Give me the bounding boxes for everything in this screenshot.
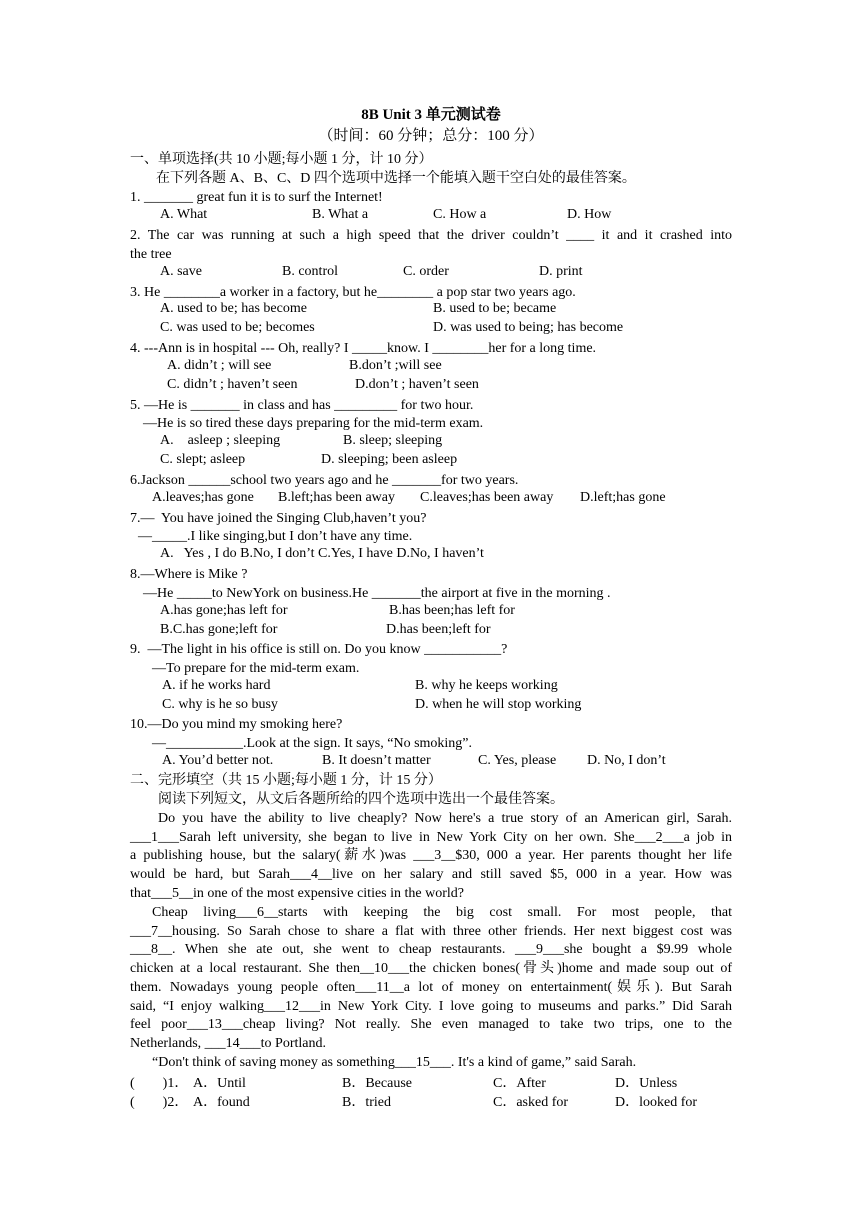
q10-option-c: C. Yes, please (478, 753, 557, 768)
q4-option-c: C. didn’t ; haven’t seen (167, 377, 298, 392)
passage-line-14: “Don't think of saving money as something___15___. It's a kind of game,” said Sarah. (152, 1055, 637, 1070)
passage-line-6: Cheap living___6__starts with keeping the big cost small. For most people, that (152, 905, 732, 920)
q3-option-c: C. was used to be; becomes (160, 320, 315, 335)
section1-instruction: 在下列各题 A、B、C、D 四个选项中选择一个能填入题干空白处的最佳答案。 (156, 171, 636, 186)
q9-stem-line2: —To prepare for the mid-term exam. (152, 661, 360, 676)
passage-line-7: ___7__housing. So Sarah chose to share a flat with three other friends. Her next biggest cost was (130, 924, 732, 939)
q8-option-a: A.has gone;has left for (160, 603, 288, 618)
passage-line-5: that___5__in one of the most expensive cities in the world? (130, 886, 464, 901)
passage-line-9: chicken at a local restaurant. She then__10___the chicken bones(骨头)home and made soup out of (130, 961, 732, 976)
q3-option-d: D. was used to being; has become (433, 320, 624, 335)
q6-stem: 6.Jackson ______school two years ago and he _______for two years. (130, 473, 519, 488)
q9-option-d: D. when he will stop working (415, 697, 582, 712)
q1-option-d: D. How (567, 207, 612, 222)
q10-stem-line2: —___________.Look at the sign. It says, “No smoking”. (152, 736, 473, 751)
cloze1-option-b: B．Because (342, 1076, 412, 1091)
passage-line-4: would be hard, but Sarah___4__live on her salary and still saved $5, 000 in a year. How was (130, 867, 732, 882)
q4-stem: 4. ---Ann is in hospital --- Oh, really? I _____know. I ________her for a long time. (130, 341, 597, 356)
passage-line-1: Do you have the ability to live cheaply? Now here's a true story of an American girl, Sarah. (158, 811, 732, 826)
q2-option-d: D. print (539, 264, 583, 279)
cloze2-option-c: C．asked for (493, 1095, 569, 1110)
q6-option-c: C.leaves;has been away (420, 490, 554, 505)
q10-option-d: D. No, I don’t (587, 753, 666, 768)
page-title: 8B Unit 3 单元测试卷 (361, 107, 501, 123)
q5-option-d: D. sleeping; been asleep (321, 452, 458, 467)
q5-option-c: C. slept; asleep (160, 452, 246, 467)
cloze1-paren: ( )1． (130, 1076, 189, 1091)
q2-stem-line1: 2. The car was running at such a high speed that the driver couldn’t ____ it and it crashed into (130, 228, 732, 243)
section2-instruction: 阅读下列短文，从文后各题所给的四个选项中选出一个最佳答案。 (158, 792, 564, 807)
q6-option-a: A.leaves;has gone (152, 490, 254, 505)
q6-option-d: D.left;has gone (580, 490, 666, 505)
q5-stem-line2: —He is so tired these days preparing for the mid-term exam. (143, 416, 484, 431)
q8-option-b: B.has been;has left for (389, 603, 515, 618)
q3-option-b: B. used to be; became (433, 301, 557, 316)
q3-option-a: A. used to be; has become (160, 301, 307, 316)
q1-option-a: A. What (160, 207, 208, 222)
cloze1-option-a: A．Until (193, 1076, 246, 1091)
q3-stem: 3. He ________a worker in a factory, but he________ a pop star two years ago. (130, 285, 576, 300)
q10-stem-line1: 10.—Do you mind my smoking here? (130, 717, 343, 732)
q9-option-a: A. if he works hard (162, 678, 271, 693)
q8-stem-line2: —He _____to NewYork on business.He _______the airport at five in the morning . (143, 586, 611, 601)
q4-option-b: B.don’t ;will see (349, 358, 442, 373)
q9-option-b: B. why he keeps working (415, 678, 558, 693)
passage-line-3: a publishing house, but the salary(薪水)was ___3__$30, 000 a year. Her parents thought her life (130, 848, 732, 863)
q1-option-c: C. How a (433, 207, 487, 222)
q7-stem-line2: —_____.I like singing,but I don’t have any time. (138, 529, 413, 544)
q8-option-c: B.C.has gone;left for (160, 622, 278, 637)
cloze1-option-c: C．After (493, 1076, 546, 1091)
q8-option-d: D.has been;left for (386, 622, 491, 637)
q4-option-a: A. didn’t ; will see (167, 358, 272, 373)
q1-option-b: B. What a (312, 207, 369, 222)
cloze2-paren: ( )2． (130, 1095, 189, 1110)
passage-line-10: them. Nowadays young people often___11__a lot of money on entertainment(娱乐). But Sarah (130, 980, 732, 995)
q5-option-b: B. sleep; sleeping (343, 433, 443, 448)
section2-heading: 二、完形填空（共 15 小题;每小题 1 分，计 15 分） (130, 773, 442, 788)
q1-stem: 1. _______ great fun it is to surf the Internet! (130, 190, 383, 205)
passage-line-12: feel poor___13___cheap living? Not really. She even managed to take two trips, one to the (130, 1017, 732, 1032)
q10-option-a: A. You’d better not. (162, 753, 274, 768)
q2-option-a: A. save (160, 264, 202, 279)
q2-option-b: B. control (282, 264, 338, 279)
q4-option-d: D.don’t ; haven’t seen (355, 377, 479, 392)
q7-stem-line1: 7.— You have joined the Singing Club,haven’t you? (130, 511, 427, 526)
cloze2-option-d: D．looked for (615, 1095, 698, 1110)
page-subtitle: （时间：60 分钟；总分：100 分） (318, 128, 544, 144)
q5-option-a: A. asleep ; sleeping (160, 433, 281, 448)
section1-heading: 一、单项选择(共 10 小题;每小题 1 分，计 10 分） (130, 152, 433, 167)
q6-option-b: B.left;has been away (278, 490, 396, 505)
q2-stem-line2: the tree (130, 247, 172, 262)
q9-option-c: C. why is he so busy (162, 697, 278, 712)
q7-options: A. Yes , I do B.No, I don’t C.Yes, I have D.No, I haven’t (160, 546, 484, 561)
q2-option-c: C. order (403, 264, 449, 279)
cloze2-option-a: A．found (193, 1095, 250, 1110)
passage-line-2: ___1___Sarah left university, she began to live in New York City on her own. She___2___a job in (130, 830, 732, 845)
cloze1-option-d: D．Unless (615, 1076, 678, 1091)
q10-option-b: B. It doesn’t matter (322, 753, 431, 768)
passage-line-13: Netherlands, ___14___to Portland. (130, 1036, 326, 1051)
cloze2-option-b: B．tried (342, 1095, 391, 1110)
passage-line-11: said, “I enjoy walking___12___in New York City. I love going to museums and parks.” Did Sarah (130, 999, 732, 1014)
q5-stem-line1: 5. —He is _______ in class and has _________ for two hour. (130, 398, 474, 413)
q8-stem-line1: 8.—Where is Mike ? (130, 567, 248, 582)
passage-line-8: ___8__. When she ate out, she went to cheap restaurants. ___9___she bought a $9.99 whole (130, 942, 732, 957)
q9-stem-line1: 9. —The light in his office is still on. Do you know ___________? (130, 642, 508, 657)
